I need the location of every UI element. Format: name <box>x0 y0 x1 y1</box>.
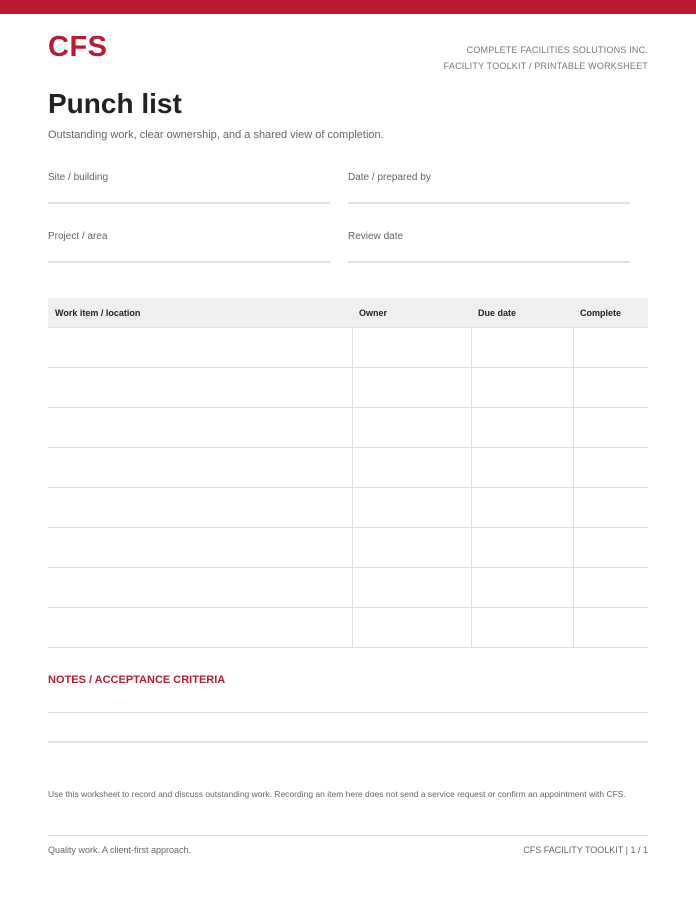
disclaimer-text: Use this worksheet to record and discuss outstanding work. Recording an item here does not send a service request or confirm an appointment with CFS. <box>48 789 626 799</box>
complete-cell[interactable] <box>573 368 648 408</box>
complete-cell[interactable] <box>573 408 648 448</box>
page-subtitle: Outstanding work, clear ownership, and a shared view of completion. <box>48 129 384 141</box>
date-prepared-by-line <box>348 202 630 204</box>
footer-divider <box>48 835 648 836</box>
project-area-line <box>48 261 330 263</box>
due-date-cell[interactable] <box>471 528 573 568</box>
table-row <box>48 408 648 448</box>
due-date-cell[interactable] <box>471 328 573 368</box>
complete-cell[interactable] <box>573 608 648 648</box>
complete-cell[interactable] <box>573 568 648 608</box>
due-date-cell[interactable] <box>471 488 573 528</box>
punch-list-table <box>48 298 648 648</box>
site-building-label: Site / building <box>48 172 109 183</box>
owner-cell[interactable] <box>352 608 471 648</box>
table-row <box>48 568 648 608</box>
owner-cell[interactable] <box>352 568 471 608</box>
work-item-cell[interactable] <box>48 408 352 448</box>
table-row <box>48 608 648 648</box>
review-date-line <box>348 261 630 263</box>
column-header-work-item: Work item / location <box>48 298 352 328</box>
table-row <box>48 328 648 368</box>
owner-cell[interactable] <box>352 368 471 408</box>
project-area-field[interactable] <box>48 231 330 242</box>
due-date-cell[interactable] <box>471 608 573 648</box>
page-title: Punch list <box>48 88 182 119</box>
owner-cell[interactable] <box>352 448 471 488</box>
work-item-cell[interactable] <box>48 328 352 368</box>
work-item-cell[interactable] <box>48 568 352 608</box>
table-row <box>48 368 648 408</box>
footer-page-info: CFS FACILITY TOOLKIT | 1 / 1 <box>523 845 648 855</box>
due-date-cell[interactable] <box>471 448 573 488</box>
review-date-label: Review date <box>348 231 404 242</box>
work-item-cell[interactable] <box>48 368 352 408</box>
due-date-cell[interactable] <box>471 568 573 608</box>
project-area-label: Project / area <box>48 231 108 242</box>
site-building-field[interactable] <box>48 172 330 183</box>
work-item-cell[interactable] <box>48 448 352 488</box>
work-item-cell[interactable] <box>48 608 352 648</box>
complete-cell[interactable] <box>573 488 648 528</box>
complete-cell[interactable] <box>573 448 648 488</box>
work-item-cell[interactable] <box>48 528 352 568</box>
table-row <box>48 528 648 568</box>
notes-line[interactable] <box>48 712 648 713</box>
footer-tagline: Quality work. A client-first approach. <box>48 845 192 855</box>
complete-cell[interactable] <box>573 528 648 568</box>
due-date-cell[interactable] <box>471 408 573 448</box>
owner-cell[interactable] <box>352 528 471 568</box>
column-header-complete: Complete <box>573 298 648 328</box>
document-type: FACILITY TOOLKIT / PRINTABLE WORKSHEET <box>443 61 648 71</box>
site-building-line <box>48 202 330 204</box>
owner-cell[interactable] <box>352 328 471 368</box>
review-date-field[interactable] <box>348 231 630 242</box>
table-row <box>48 448 648 488</box>
brand-top-bar <box>0 0 696 14</box>
column-header-owner: Owner <box>352 298 471 328</box>
company-header <box>444 42 648 74</box>
owner-cell[interactable] <box>352 488 471 528</box>
table-header-row <box>48 298 648 328</box>
column-header-due-date: Due date <box>471 298 573 328</box>
work-item-cell[interactable] <box>48 488 352 528</box>
notes-section-title: NOTES / ACCEPTANCE CRITERIA <box>48 674 226 686</box>
date-prepared-by-label: Date / prepared by <box>348 172 431 183</box>
complete-cell[interactable] <box>573 328 648 368</box>
due-date-cell[interactable] <box>471 368 573 408</box>
company-name: COMPLETE FACILITIES SOLUTIONS INC. <box>466 45 648 55</box>
company-logo: CFS <box>48 31 108 63</box>
table-row <box>48 488 648 528</box>
date-prepared-by-field[interactable] <box>348 172 630 183</box>
notes-line[interactable] <box>48 741 648 743</box>
owner-cell[interactable] <box>352 408 471 448</box>
